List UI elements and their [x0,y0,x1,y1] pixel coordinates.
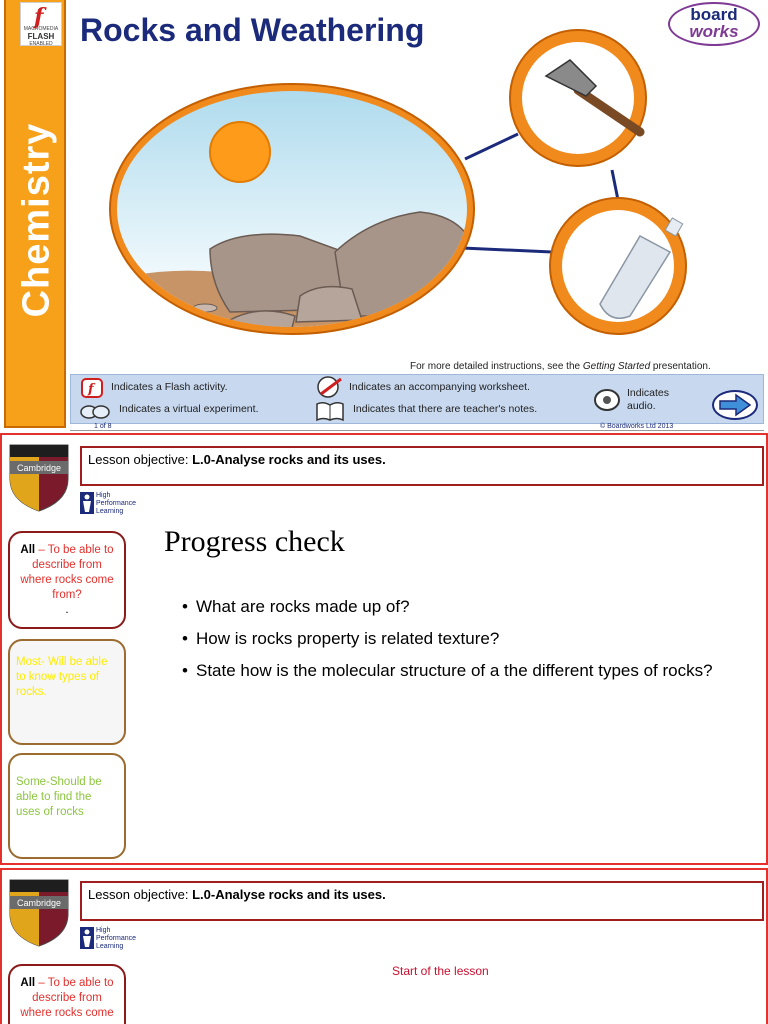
hpl-line: Learning [96,508,124,515]
legend-virtual-label: Indicates a virtual experiment. [119,403,259,415]
list-item: • How is rocks property is related texture? [182,627,742,651]
page-indicator: 1 of 8 [94,423,112,430]
subject-label: Chemistry [15,122,58,318]
legend-worksheet-label: Indicates an accompanying worksheet. [349,381,530,393]
question-list [182,595,742,691]
shield-label: Cambridge [16,463,62,473]
hpl-text [96,927,136,951]
outcome-all-text: – To be able to describe from where rocks come from? [20,544,114,601]
outcome-all-dot: . [65,604,69,616]
slide-title: Rocks and Weathering [80,12,425,48]
worksheet-pencil-icon [315,376,345,398]
connector-line [462,248,552,252]
flash-logo-icon: f [34,4,44,30]
badge-line: MACROMEDIA [23,26,59,32]
outcome-all-prefix: All [20,977,36,989]
outcome-all-box [8,531,126,629]
teacher-notes-book-icon [315,400,345,422]
flash-enabled-badge [20,2,62,46]
hpl-line: High [96,492,111,499]
arrow-right-icon [714,392,756,418]
hpl-logo [80,927,137,954]
svg-text:f: f [88,382,94,397]
outcome-some-text: Some-Should be able to find the uses of rocks [16,776,102,818]
goggles-icon [79,403,111,421]
logo-line: board [690,5,738,24]
objective-prefix: Lesson objective: [88,452,193,467]
outcome-all-box [8,964,126,1024]
start-of-lesson-label: Start of the lesson [392,964,489,978]
badge-line: ENABLED [29,41,53,47]
list-item: • State how is the molecular structure of a the different types of rocks? [182,659,742,683]
legend-flash-label: Indicates a Flash activity. [111,381,228,393]
instructions-text [410,361,711,372]
start-of-lesson-slide [0,868,768,1024]
hpl-line: Performance [96,500,137,507]
progress-check-heading: Progress check [164,525,345,558]
outcome-some-box [8,753,126,859]
sun-icon [210,122,270,182]
getting-started-link[interactable]: Getting Started [582,361,651,372]
instructions-prefix: For more detailed instructions, see the [410,361,583,372]
next-slide-button[interactable] [712,390,758,420]
objective-text: L.0-Analyse rocks and its uses. [192,452,386,467]
objective-prefix: Lesson objective: [88,887,193,902]
outcome-all-prefix: All [20,544,36,556]
hpl-logo [80,492,137,519]
icon-legend [70,374,764,424]
badge-line: FLASH [27,32,55,41]
audio-ear-icon [591,387,623,413]
instructions-suffix: presentation. [650,361,711,372]
legend-audio-label: Indicates audio. [627,387,670,412]
hpl-line: Performance [96,935,137,942]
hpl-text [96,492,136,516]
connector-line [465,134,518,159]
objective-text: L.0-Analyse rocks and its uses. [192,887,386,902]
cambridge-shield-logo [8,443,70,513]
hpl-figure-icon [80,492,94,514]
hpl-line: High [96,927,111,934]
cambridge-shield-logo [8,878,70,948]
title-slide [0,0,768,432]
connector-line [612,170,618,200]
progress-check-slide [0,433,768,865]
outcome-all-text: – To be able to describe from where rocks come [20,977,114,1019]
boulder [296,287,362,322]
flash-activity-icon [81,378,107,398]
shield-label: Cambridge [16,898,62,908]
footer-divider [70,430,764,431]
hpl-figure-icon [80,927,94,949]
list-item: • What are rocks made up of? [182,595,742,619]
outcome-most-box [8,639,126,745]
legend-notes-label: Indicates that there are teacher's notes. [353,403,538,415]
copyright-text: © Boardworks Ltd 2013 [600,423,674,430]
logo-line: works [689,22,739,41]
outcome-most-text: Most- Will be able to know types of rocks. [16,656,108,698]
lesson-objective [80,446,764,486]
hpl-line: Learning [96,943,124,950]
lesson-objective [80,881,764,921]
weathering-illustration [100,24,700,364]
subject-sidebar [4,0,66,428]
